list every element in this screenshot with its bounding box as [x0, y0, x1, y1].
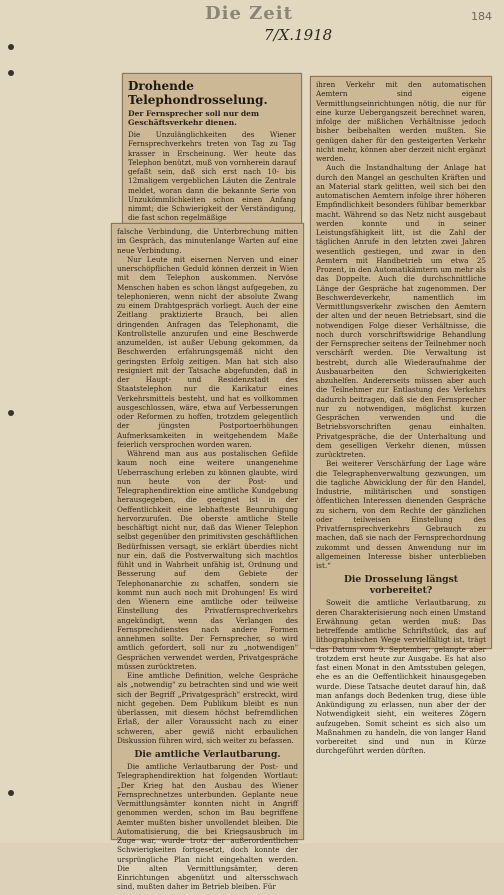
- newspaper-source: Die Zeit: [205, 3, 293, 24]
- punch-hole: [8, 410, 14, 416]
- section-heading: Die Drosselung längst vorbereitet?: [343, 574, 459, 597]
- paragraph: Nur Leute mit eisernen Nerven und einer unerschöpflichen Geduld können derzeit in Wien mit dem Telephon auskommen. Nervöse Menschen haben es schon längst aufgegeben, zu telephonieren, wenn nicht der absolute Zwang zu einem Drahtgespräch vorliegt. Auch der eine Zeitlang praktizierte Brauch, bei allen dringenden Anfragen das Telephonamt, die Kontrollstelle anzurufen und eine Beschwerde anzumelden, ist außer Uebung gekommen, da Beschwerden erfahrungsgemäß nicht den geringsten Erfolg zeitigen. Man hat sich also resigniert mit der Tatsache abgefunden, daß in der Haupt- und Residenzstadt des Staatstelephon nur die Karikatur eines Verkehrsmittels besteht, und hat es vollkommen ausgeschlossen, wäre, etwa auf Verbesserungen oder Reformen zu hoffen, trotzdem gelegentlich der jüngsten Postportoerhöhungen Aufmerksamkeiten in weitgehendem Maße feierlich versprochen worden waren.: [117, 254, 298, 449]
- paragraph: falsche Verbindung, die Unterbrechung mitten im Gespräch, das minutenlange Warten auf eine neue Verbindung.: [117, 227, 298, 255]
- article-subheadline: Der Fernsprecher soll nur dem Geschäftsverkehr dienen.: [128, 109, 260, 127]
- paragraph: Soweit die amtliche Verlautbarung, zu deren Charakterisierung noch einen Umstand Erwähnung getan werden muß: Das betreffende amtliche Schriftstück, das auf lithographischen Wege vervielfältigt ist, trägt das Datum vom 9. September, gelangte aber trotzdem erst heute zur Ausgabe. Es hat also fast einen Monat in den Amtsstuben gelegen, ehe es an die Oeffentlichkeit hinausgegeben wurde. Diese Tatsache deutet darauf hin, daß man anfangs doch Bedenken trug, diese üble Ankündigung zu erlassen, nun aber der der Notwendigkeit sieht, ein weiteres Zögern aufzugeben. Somit scheint es sich also um Maßnahmen zu handeln, die von langer Hand vorbereitet sind und nun in Kürze durchgeführt werden dürften.: [316, 598, 486, 756]
- article-lead: Die Unzulänglichkeiten des Wiener Fernsprechverkehrs treten von Tag zu Tag krasser in Erscheinung. Wer heute das Telephon benützt, muß von vornherein darauf gefaßt sein, daß sich erst nach 10- bis 12maligem vergeblichen Läuten die Zentrale meldet, woran dann die bekannte Serie von Unzukömmlichkeiten schon einen Anfang nimmt; die Schwierigkeit der Verständigung, die fast schon regelmäßige: [128, 130, 296, 223]
- article-headline: Drohende Telephondrosselung.: [128, 79, 268, 107]
- clipping-left-column: [111, 223, 304, 892]
- clipping-right-column: [310, 76, 492, 756]
- paragraph: Die amtliche Verlautbarung der Post- und Telegraphendirektion hat folgenden Wortlaut: „Der Krieg hat den Ausbau des Wiener Fernsprechnetzes unterbunden. Geplante neue Vermittlungsämter konnten nicht in Angriff genommen werden, schon im Bau begriffene Aemter mußten bisher unvollendet bleiben. Die Automatisierung, die bei Kriegsausbruch im Zuge war, wurde trotz der außerordentlichen Schwierigkeiten fortgesetzt, doch konnte der ursprüngliche Plan nicht eingehalten werden. Die alten Vermittlungsämter, deren Einrichtungen abgenützt und altersschwach sind, mußten daher im Betrieb bleiben. Für: [117, 762, 298, 892]
- paragraph: Auch die Instandhaltung der Anlage hat durch den Mangel an geschulten Kräften und an Material stark gelitten, weil sich bei den automatischen Aemtern infolge ihrer höheren Empfindlichkeit besonders fühlbar bemerkbar macht. Während so das Netz nicht ausgebaut werden konnte und in seiner Leistungsfähigkeit litt, ist die Zahl der täglichen Anrufe in den letzten zwei Jahren wesentlich gestiegen, und zwar in den Aemtern mit Handbetrieb um etwa 25 Prozent, in den Automatikämtern um mehr als das Doppelte. Auch die durchschnittliche Länge der Gespräche hat zugenommen. Der Beschwerdeverkehr, namentlich im Vermittlungsverkehr zwischen den Aemtern der alten und der neuen Betriebsart, sind die notwendigen Folge dieser Verhältnisse, die noch durch vorschriftswidrige Behandlung der Fernsprecher seitens der Teilnehmer noch verschärft werden. Die Verwaltung ist bestrebt, durch alle Wiederaufnahme der Ausbauarbeiten den Schwierigkeiten abzuhelfen. Andererseits müssen aber auch die Teilnehmer zur Entlastung des Verkehrs dadurch beitragen, daß sie den Fernsprecher nur zu notwendigen, möglichst kurzen Gesprächen verwenden und die Betriebsvorschriften genau einhalten. Privatgespräche, die der Unterhaltung und dem geselligen Verkehr dienen, müssen zurücktreten.: [316, 163, 486, 459]
- punch-hole: [8, 44, 14, 50]
- folio-number: 184: [471, 10, 492, 23]
- paragraph: Eine amtliche Definition, welche Gespräche als „notwendig" zu betrachten sind und wie weit sich der Begriff „Privatgespräch" erstreckt, wird nicht gegeben. Dem Publikum bleibt es nun überlassen, mit diesem höchst befremdlichen Erlaß, der aller Voraussicht nach zu einer schweren, aber gewiß nicht erbaulichen Diskussion führen wird, sich weiter zu befassen.: [117, 671, 298, 745]
- paragraph: ihren Verkehr mit den automatischen Aemtern sind eigene Vermittlungseinrichtungen nötig, die nur für eine kurze Uebergangszeit berechnet waren, infolge der mißlichen Verhältnisse jedoch bisher beibehalten werden mußten. Sie genügen daher für den gesteigerten Verkehr nicht mehr, können aber derzeit nicht ergänzt werden.: [316, 80, 486, 163]
- clipping-headline: [122, 73, 302, 225]
- punch-hole: [8, 70, 14, 76]
- punch-hole: [8, 790, 14, 796]
- paragraph: Während man aus aus postalischen Gefilde kaum noch eine weitere unangenehme Ueberraschung erleben zu können glaubte, wird nun heute von der Post- und Telegraphendirektion eine amtliche Kundgebung herausgegeben, die geeignet ist in der Oeffentlichkeit eine lebhafteste Beunruhigung hervorzurufen. Die oberste amtliche Stelle beschäftigt nicht nur, daß das Wiener Telephon selbst gegenüber den primitivsten geschäftlichen Bedürfnissen versagt, sie erklärt überdies nicht nur ein, daß die Postverwaltung sich machtlos fühlt und in Wahrheit unfähig ist, Ordnung und Besserung auf dem Gebiete der Telephonanarchie zu schaffen, sondern sie kommt nun auch noch mit Drohungen! Es wird den Wienern eine amtliche oder teilweise Einstellung des Privatfernsprechverkehrs angekündigt, wenn das Verlangen des Fernsprechdienstes nach andere Formen annehmen sollte. Der Fernsprecher, so wird amtlich gefordert, soll nur zu „notwendigen" Gesprächen verwendet werden, Privatgespräche müssen zurücktreten.: [117, 449, 298, 671]
- paragraph: Bei weiterer Verschärfung der Lage wäre die Telegraphenverwaltung gezwungen, um die tagliche Abwicklung der für den Handel, Industrie, militärischen und sonstigen öffentlichen Interessen dienenden Gespräche zu sichern, von dem Rechte der gänzlichen oder teilweisen Einstellung des Privatfernsprechverkehrs Gebrauch zu machen, daß sie nach der Fernsprechordnung zukommt und dessen Anwendung nur im allgemeinen Interesse bisher unterblieben ist.“: [316, 459, 486, 570]
- handwritten-date: 7/X.1918: [264, 26, 333, 44]
- section-heading: Die amtliche Verlautbarung.: [134, 749, 281, 760]
